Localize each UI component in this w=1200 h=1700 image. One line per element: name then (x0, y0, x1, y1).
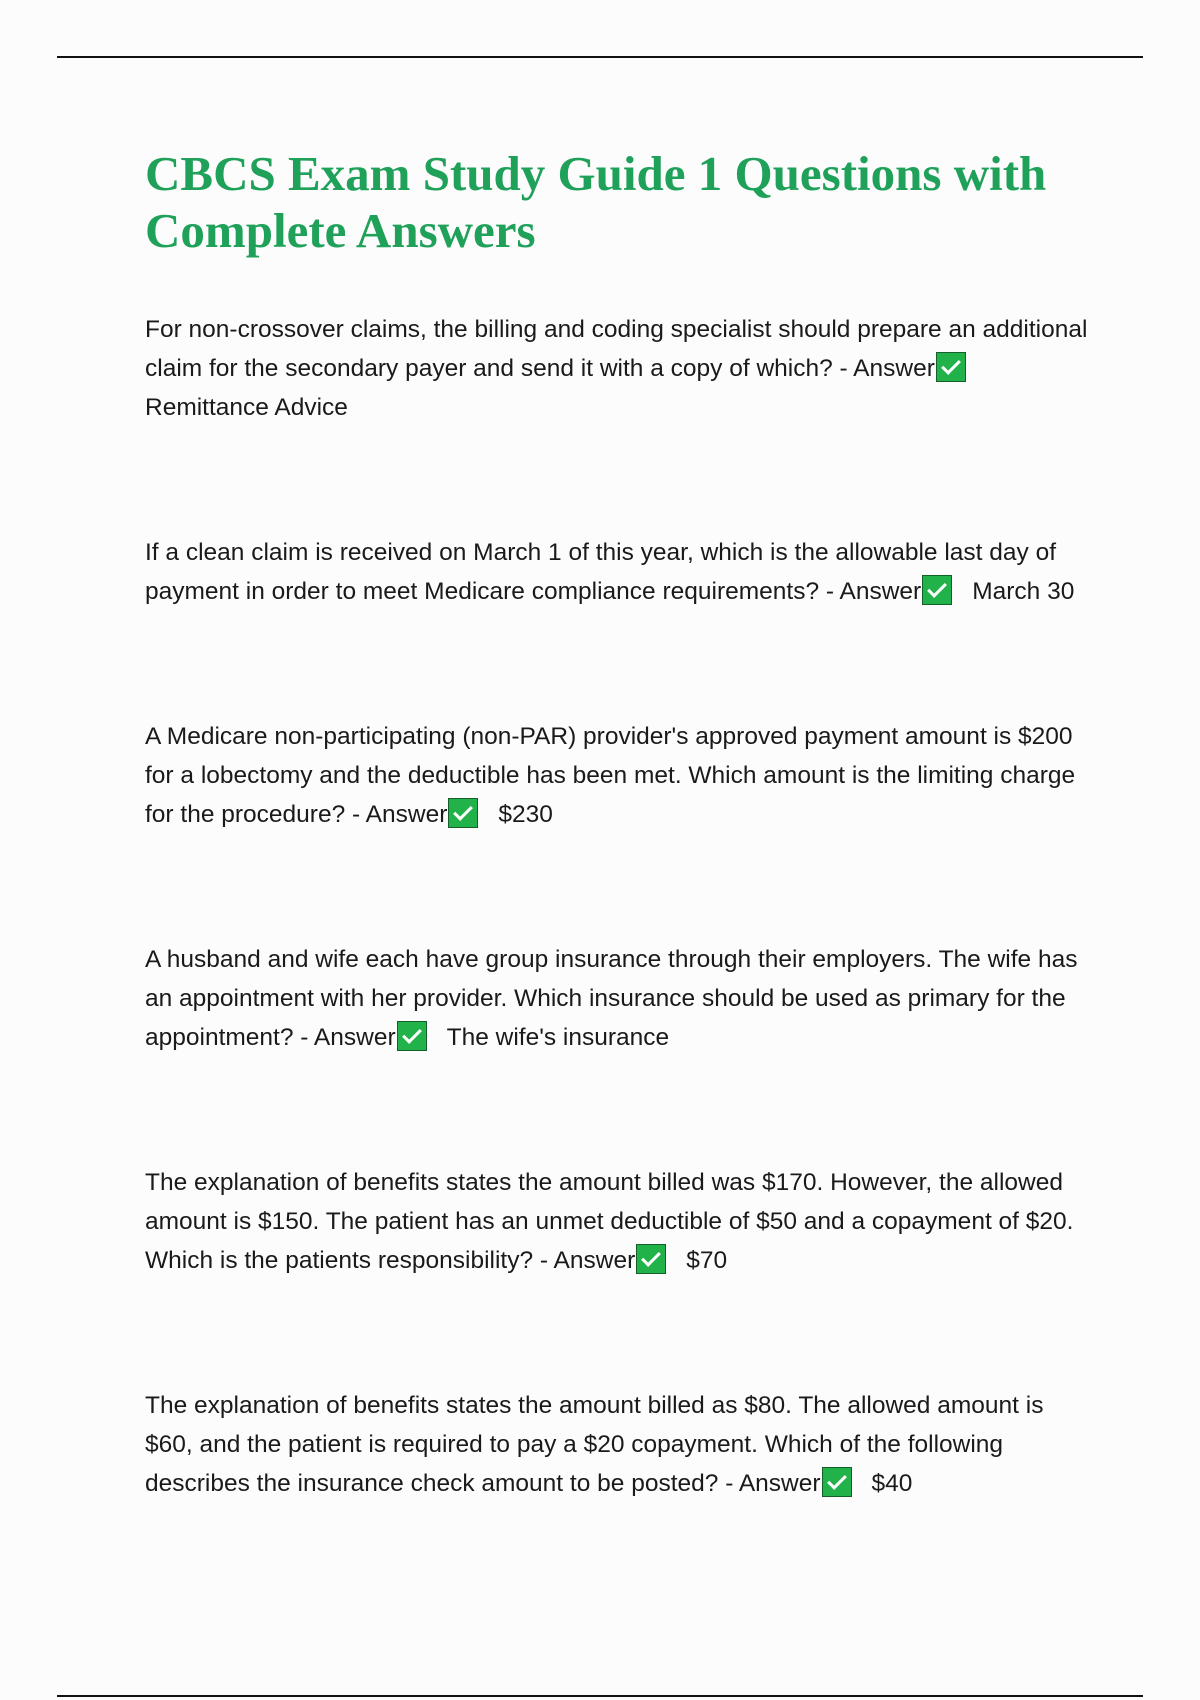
question-text: A Medicare non-participating (non-PAR) provider's approved payment amount is $200 for a lobectomy and the deductible has been met. Which amount is the limiting charge for the procedure? - (145, 723, 1076, 828)
answer-text: $70 (686, 1247, 728, 1274)
answer-text: $40 (871, 1470, 913, 1497)
answer-label: Answer (365, 801, 448, 828)
qa-item (145, 940, 1095, 1057)
qa-item (145, 533, 1095, 611)
qa-list (145, 310, 1095, 1503)
answer-text: Remittance Advice (145, 394, 348, 421)
question-text: For non-crossover claims, the billing and coding specialist should prepare an additional claim for the secondary payer and send it with a copy of which? - (145, 316, 1088, 382)
question-text: A husband and wife each have group insurance through their employers. The wife has an appointment with her provider. Which insurance should be used as primary for the appointment? - (145, 946, 1078, 1051)
checkmark-icon (922, 575, 952, 605)
checkmark-icon (822, 1467, 852, 1497)
header-rule (57, 56, 1143, 58)
answer-label: Answer (553, 1247, 636, 1274)
question-text: The explanation of benefits states the amount billed was $170. However, the allowed amount is $150. The patient has an unmet deductible of $50 and a copayment of $20. Which is the patients responsibility? - (145, 1169, 1074, 1274)
checkmark-icon (636, 1244, 666, 1274)
checkmark-icon (448, 798, 478, 828)
question-text: If a clean claim is received on March 1 of this year, which is the allowable last day of payment in order to meet Medicare compliance requirements? - (145, 539, 1057, 605)
answer-text: The wife's insurance (446, 1024, 670, 1051)
answer-text: March 30 (972, 578, 1075, 605)
qa-item (145, 310, 1095, 427)
checkmark-icon (936, 352, 966, 382)
qa-item (145, 1386, 1095, 1503)
document-body (145, 145, 1095, 1609)
answer-label: Answer (853, 355, 935, 382)
question-text: The explanation of benefits states the amount billed as $80. The allowed amount is $60, and the patient is required to pay a $20 copayment. Which of the following describes the insurance check amount to be posted? - (145, 1392, 1044, 1497)
document-title: CBCS Exam Study Guide 1 Questions with Complete Answers (145, 146, 1047, 258)
qa-item (145, 1163, 1095, 1280)
answer-text: $230 (498, 801, 553, 828)
footer-rule (57, 1695, 1143, 1697)
qa-item (145, 717, 1095, 834)
answer-label: Answer (738, 1470, 821, 1497)
answer-label: Answer (313, 1024, 396, 1051)
checkmark-icon (397, 1021, 427, 1051)
answer-label: Answer (839, 578, 922, 605)
